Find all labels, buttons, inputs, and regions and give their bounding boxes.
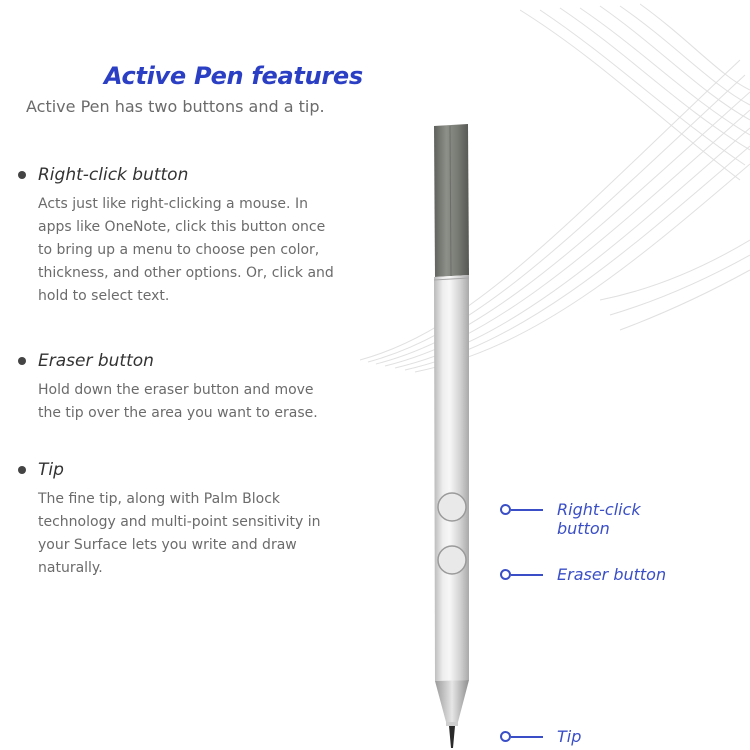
feature-description: Hold down the eraser button and move the tip over the area you want to erase.: [38, 382, 318, 421]
feature-title: Eraser button: [38, 351, 154, 371]
right-click-button: [438, 493, 466, 521]
callout-dot-icon: [500, 569, 511, 580]
callout-label: Eraser button: [557, 565, 667, 584]
feature-description: The fine tip, along with Palm Block technology and multi-point sensitivity in your Surface lets you write and draw naturally.: [38, 491, 321, 576]
pen-cap: [434, 124, 469, 277]
page-subtitle: Active Pen has two buttons and a tip.: [26, 97, 325, 116]
eraser-button: [438, 546, 466, 574]
pen-tip: [435, 680, 469, 748]
callout-dot-icon: [500, 731, 511, 742]
callout-eraser: [500, 565, 687, 584]
callout-label: Right-click button: [557, 500, 641, 538]
page-title: Active Pen features: [104, 62, 363, 90]
callout-label: Tip: [557, 727, 582, 746]
callout-dot-icon: [500, 504, 511, 515]
callout-line: [511, 509, 543, 511]
feature-title: Right-click button: [38, 165, 189, 185]
pen-body: [434, 275, 469, 681]
callout-right-click: [500, 500, 687, 538]
callout-line: [511, 736, 543, 738]
feature-description: Acts just like right-clicking a mouse. In apps like OneNote, click this button once to bring up a menu to choose pen color, thickness, and other options. Or, click and hold to select text.: [38, 196, 334, 304]
feature-title: Tip: [38, 460, 64, 480]
callout-tip: [500, 727, 687, 746]
callout-line: [511, 574, 543, 576]
